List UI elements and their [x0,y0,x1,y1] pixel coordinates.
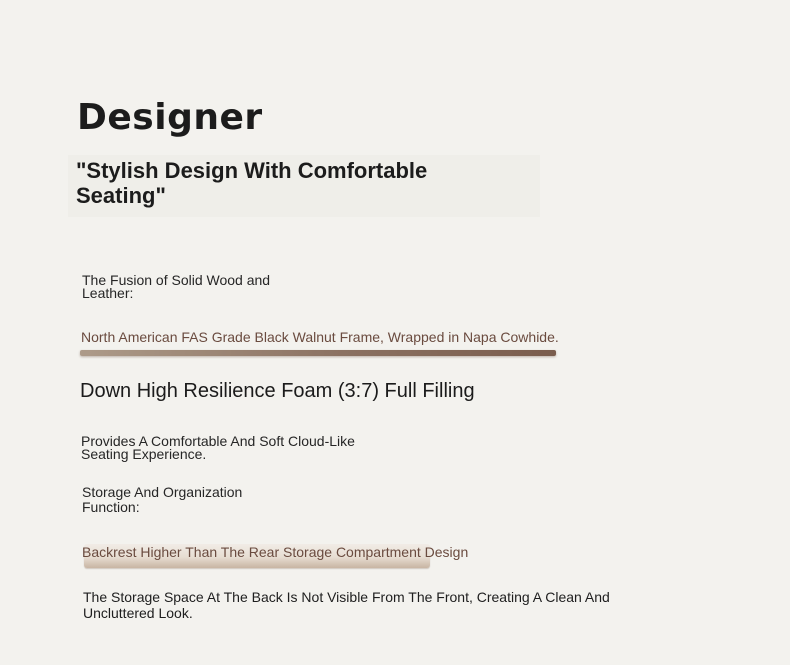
page-title: Designer [77,97,263,138]
foam-heading: Down High Resilience Foam (3:7) Full Filling [80,380,475,402]
fusion-heading: The Fusion of Solid Wood and Leather: [82,272,271,301]
quote-heading: "Stylish Design With Comfortable Seating" [76,158,428,208]
walnut-frame-text: North American FAS Grade Black Walnut Frame, Wrapped in Napa Cowhide. [81,329,559,345]
storage-heading: Storage And Organization Function: [82,484,243,515]
foam-description: Provides A Comfortable And Soft Cloud-Like Seating Experience. [81,433,355,462]
storage-description: The Storage Space At The Back Is Not Visible From The Front, Creating A Clean And Uncluttered Look. [83,589,610,621]
storage-highlight-text: Backrest Higher Than The Rear Storage Compartment Design [82,544,469,560]
walnut-highlight-bar [80,350,556,356]
